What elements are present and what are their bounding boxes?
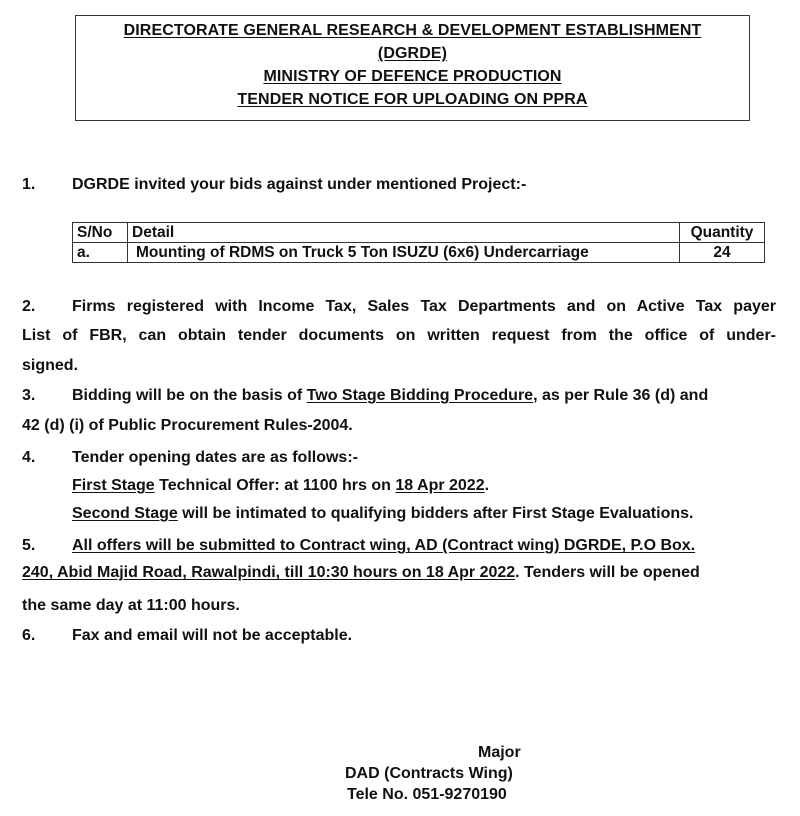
first-stage-label: First Stage xyxy=(72,477,155,494)
item-5-number: 5. xyxy=(22,537,36,554)
item-4-number: 4. xyxy=(22,449,36,466)
cell-quantity: 24 xyxy=(680,243,765,263)
header-title: DIRECTORATE GENERAL RESEARCH & DEVELOPMENT ESTABLISHMENT xyxy=(123,22,702,39)
first-stage-text: Technical Offer: at 1100 hrs on xyxy=(154,477,396,494)
item-4-line-1: Tender opening dates are as follows:- xyxy=(72,449,358,466)
item-5-line-2 xyxy=(22,564,700,582)
item-3-text-c: , as per Rule 36 (d) and xyxy=(533,387,709,404)
second-stage-label: Second Stage xyxy=(72,505,178,522)
second-stage-text: will be intimated to qualifying bidders after First Stage Evaluations. xyxy=(177,505,694,522)
project-table xyxy=(72,222,765,263)
first-stage-period: . xyxy=(484,477,490,494)
header-box xyxy=(75,15,750,121)
item-2-line-3: signed. xyxy=(22,357,79,374)
header-detail: Detail xyxy=(128,223,680,243)
header-ministry: MINISTRY OF DEFENCE PRODUCTION xyxy=(263,68,562,85)
item-6-number: 6. xyxy=(22,627,36,644)
item-5-opening: . Tenders will be opened xyxy=(515,564,700,581)
item-1-text: DGRDE invited your bids against under mentioned Project:- xyxy=(72,176,527,193)
cell-sno: a. xyxy=(73,243,128,263)
signature-title: DAD (Contracts Wing) xyxy=(345,765,513,782)
item-1-number: 1. xyxy=(22,176,36,193)
header-abbreviation: (DGRDE) xyxy=(377,45,448,62)
header-quantity: Quantity xyxy=(680,223,765,243)
table-row xyxy=(73,243,765,263)
item-5-address: 240, Abid Majid Road, Rawalpindi, till 10:30 hours on 18 Apr 2022 xyxy=(22,564,516,581)
item-5-line-3: the same day at 11:00 hours. xyxy=(22,597,240,614)
item-3-number: 3. xyxy=(22,387,36,404)
item-2-line-2: List of FBR, can obtain tender documents on written request from the office of under- xyxy=(22,327,776,344)
table-header-row xyxy=(73,223,765,243)
item-3-line-2: 42 (d) (i) of Public Procurement Rules-2004. xyxy=(22,417,353,434)
first-stage-date: 18 Apr 2022 xyxy=(395,477,485,494)
signature-rank: Major xyxy=(478,744,521,761)
item-3-text-a: Bidding will be on the basis of xyxy=(72,387,307,404)
item-3-procedure: Two Stage Bidding Procedure xyxy=(306,387,534,404)
item-5-line-1: All offers will be submitted to Contract wing, AD (Contract wing) DGRDE, P.O Box. xyxy=(72,537,696,554)
item-2-number: 2. xyxy=(22,298,36,315)
header-sno: S/No xyxy=(73,223,128,243)
item-4-first-stage xyxy=(72,477,489,495)
item-4-second-stage xyxy=(72,505,693,523)
signature-telephone: Tele No. 051-9270190 xyxy=(347,786,507,803)
item-2-line-1: Firms registered with Income Tax, Sales Tax Departments and on Active Tax payer xyxy=(72,298,776,315)
cell-detail: Mounting of RDMS on Truck 5 Ton ISUZU (6x6) Undercarriage xyxy=(128,243,680,263)
item-6-text: Fax and email will not be acceptable. xyxy=(72,627,353,644)
item-3-line-1 xyxy=(72,387,708,405)
header-notice-title: TENDER NOTICE FOR UPLOADING ON PPRA xyxy=(237,91,588,108)
